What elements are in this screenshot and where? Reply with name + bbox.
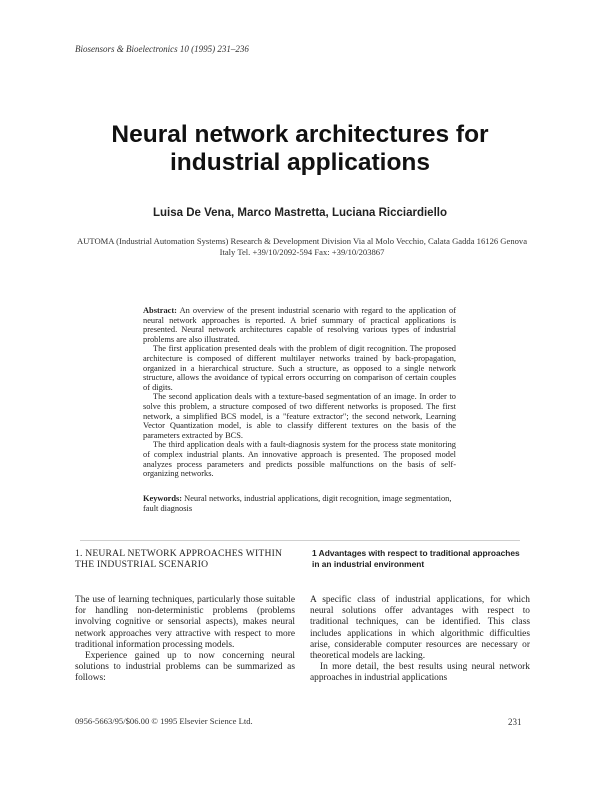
abstract-paragraph: The third application deals with a fault-diagnosis system for the process state monitoring of complex industrial plants. An innovative approach is presented. The proposed model analyzes process parameters and predicts possible malfunctions on the basis of self-organizing networks. <box>143 440 456 479</box>
paper-title: Neural network architectures for industrial applications <box>111 121 489 176</box>
page-number: 231 <box>508 717 522 727</box>
copyright-line: 0956-5663/95/$06.00 © 1995 Elsevier Science Ltd. <box>75 716 253 726</box>
section-heading: 1. NEURAL NETWORK APPROACHES WITHIN THE INDUSTRIAL SCENARIO <box>75 548 283 570</box>
abstract-label: Abstract: <box>143 306 177 315</box>
body-paragraph: In more detail, the best results using neural network approaches in industrial applications <box>310 662 530 684</box>
right-column <box>310 595 530 685</box>
author-list: Luisa De Vena, Marco Mastretta, Luciana Ricciardiello <box>153 207 447 219</box>
abstract-paragraph: The second application deals with a texture-based segmentation of an image. In order to solve this problem, a structure composed of two different networks is proposed. The first network, a simplified BCS model, is a "feature extractor"; the second network, Learning Vector Quantization model, is able to classify different textures on the basis of the parameters extracted by BCS. <box>143 392 456 440</box>
body-paragraph: Experience gained up to now concerning neural solutions to industrial problems can be summarized as follows: <box>75 651 295 684</box>
subsection-heading: 1 Advantages with respect to traditional approaches in an industrial environment <box>312 548 520 569</box>
keywords-text: Neural networks, industrial applications, digit recognition, image segmentation, fault diagnosis <box>143 494 452 513</box>
body-paragraph: The use of learning techniques, particularly those suitable for handling non-deterministic problems (problems involving cognitive or sensorial aspects), makes neural network approaches very attractive with respect to more traditional information processing models. <box>75 595 295 650</box>
journal-citation: Biosensors & Bioelectronics 10 (1995) 231–236 <box>75 44 249 54</box>
section-divider <box>80 540 520 541</box>
abstract-paragraph: The first application presented deals with the problem of digit recognition. The proposed architecture is composed of different multilayer networks trained by back-propagation, organized in a hierarchical structure. Such a structure, as opposed to a single network structure, allows the avoidance of typical errors occurring on comparison of certain couples of digits. <box>143 344 456 392</box>
abstract-block <box>143 306 456 479</box>
body-paragraph: A specific class of industrial applications, for which neural solutions offer advantages with respect to traditional techniques, can be identified. This class includes applications in which algorithmic difficulties arise, considerable computer resources are necessary or theoretical models are lacking. <box>310 595 530 662</box>
keywords-block <box>143 494 456 514</box>
keywords-label: Keywords: <box>143 494 183 503</box>
left-column <box>75 595 295 685</box>
abstract-paragraph <box>143 306 456 344</box>
abstract-text: An overview of the present industrial scenario with regard to the application of neural network approaches is reported. A brief summary of practical applications is presented. Neural network architectures capable of resolving various types of industrial problems are also illustrated. <box>143 306 456 344</box>
affiliation: AUTOMA (Industrial Automation Systems) Research & Development Division Via al Molo Vecchio, Calata Gadda 16126 Genova Italy Tel. +39/10/2092-594 Fax: +39/10/203867 <box>76 236 528 257</box>
